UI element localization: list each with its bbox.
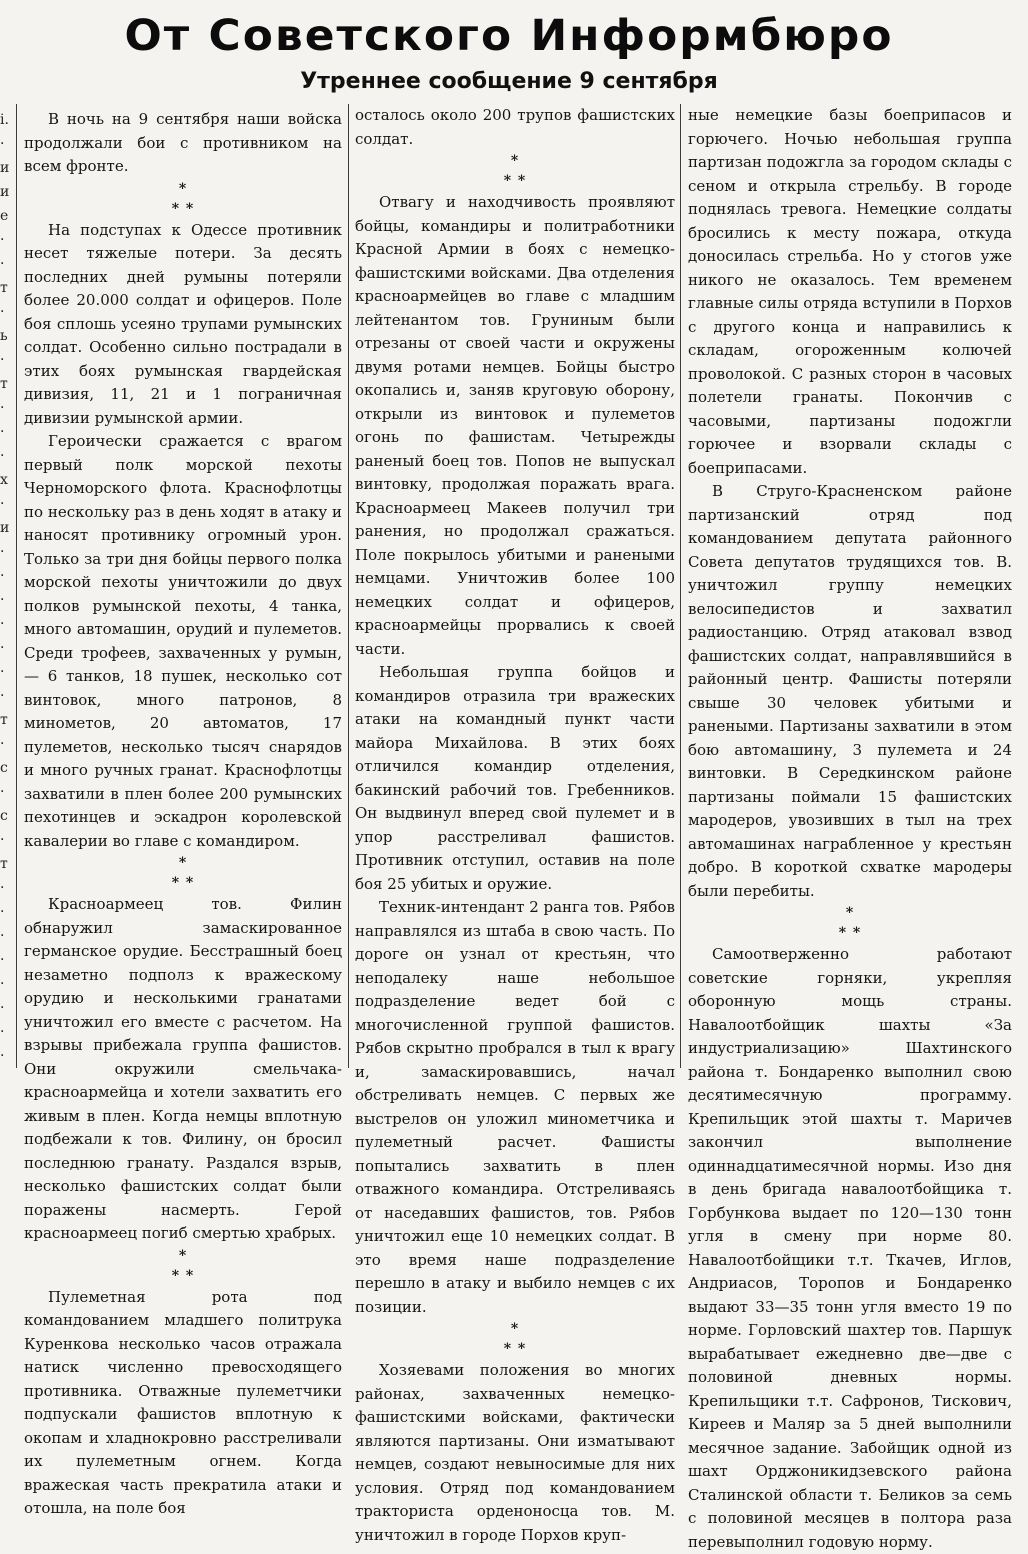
column-rule bbox=[16, 104, 17, 1068]
article-column-2 bbox=[355, 104, 675, 1544]
paragraph-continued: осталось около 200 трупов фашистских солдат. bbox=[355, 106, 675, 148]
article-column-1 bbox=[24, 108, 342, 1517]
paragraph: Героически сражается с врагом первый полк морской пехоты Черноморского флота. Краснофлотцы по нескольку раз в день ходят в атаку и наносят противнику огромный урон. Только за три дня бойцы первого полка морской пехоты уничтожили до двух полков румынской пехоты, 4 танка, много автомашин, орудий и пулеметов. Среди трофеев, захваченных у румын, — 6 танков, 18 пушек, несколько сот винтовок, много патронов, 8 минометов, 20 автоматов, 17 пулеметов, несколько тысяч снарядов и много ручных гранат. Краснофлотцы захватили в плен более 200 румынских пехотинцев и эскадрон королевской кавалерии во главе с командиром. bbox=[24, 432, 342, 850]
column-rule bbox=[348, 104, 349, 1068]
section-separator: * * * bbox=[503, 1321, 527, 1357]
section-separator: * * * bbox=[171, 180, 195, 217]
paragraph: Красноармеец тов. Филин обнаружил замаскированное германское орудие. Бесстрашный боец незаметно подполз к вражескому орудию и несколькими гранатами уничтожил его вместе с расчетом. На взрывы прибежала группа фашистов. Они окружили смельчака-красноармейца и хотели захватить его живым в плен. Когда немцы вплотную подбежали к тов. Филину, он бросил последнюю гранату. Раздался взрыв, несколько фашистских солдат были поражены насмерть. Герой красноармеец погиб смертью храбрых. bbox=[24, 895, 342, 1242]
section-separator: * * * bbox=[503, 153, 527, 189]
left-edge-fragments: i. · и и е · · т · ь · т · · · х · и · · · · · · · т · с · с · т · · · · · · · · bbox=[0, 112, 10, 1064]
paragraph: Самоотверженно работают советские горняки, укрепляя оборонную мощь страны. Навалоотбойщик шахты «За индустриализацию» Шахтинского района т. Бондаренко выполнил свою десятимесячную программу. Крепильщик этой шахты т. Маричев закончил выполнение одиннадцатимесячной нормы. Изо дня в день бригада навалоотбойщика т. Горбункова выдает по 120—130 тонн угля в смену при норме 80. Навалоотбойщики т.т. Ткачев, Иглов, Андриасов, Торопов и Бондаренко выдают 33—35 тонн угля вместо 19 по норме. Горловский шахтер тов. Паршук вырабатывает ежедневно две—две с половиной дневных нормы. Крепильщики т.т. Сафронов, Тискович, Киреев и Маляр за 5 дней выполнили месячное задание. Забойщик одной из шахт Орджоникидзевского района Сталинской области т. Беликов за семь с половиной месяцев в полтора раза перевыполнил годовую норму. bbox=[688, 945, 1012, 1551]
paragraph-continued: ные немецкие базы боеприпасов и горючего. Ночью небольшая группа партизан подожгла за городом склады с сеном и открыла стрельбу. В городе поднялась тревога. Немецкие солдаты бросились к месту пожара, откуда доносилась стрельба. Но у стогов уже никого не оказалось. Тем временем главные силы отряда вступили в Порхов с другого конца и направились к складам, огороженным колючей проволокой. С разных сторон в часовых полетели гранаты. Покончив с часовыми, партизаны подожгли горючее и взорвали склады с боеприпасами. bbox=[688, 106, 1012, 477]
paragraph: В Струго-Красненском районе партизанский отряд под командованием депутата районного Совета депутатов трудящихся тов. В. уничтожил группу немецких велосипедистов и захватил радиостанцию. Отряд атаковал взвод фашистских солдат, направлявшийся в районный центр. Фашисты потеряли свыше 30 человек убитыми и ранеными. Партизаны захватили в этом бою автомашину, 3 пулемета и 24 винтовки. В Середкинском районе партизаны поймали 15 фашистских мародеров, увозивших в тыл на трех автомашинах награбленное у крестьян добро. В короткой схватке мародеры были перебиты. bbox=[688, 482, 1012, 900]
section-separator: * * * bbox=[838, 905, 862, 941]
paragraph: В ночь на 9 сентября наши войска продолжали бои с противником на всем фронте. bbox=[24, 110, 342, 175]
article-column-3 bbox=[688, 104, 1012, 1551]
headline: От Советского Информбюро bbox=[124, 11, 894, 61]
column-rule bbox=[680, 104, 681, 1068]
paragraph: Небольшая группа бойцов и командиров отразила три вражеских атаки на командный пункт части майора Михайлова. В этих боях отличился командир отделения, бакинский рабочий тов. Гребенников. Он выдвинул вперед свой пулемет и в упор расстреливал фашистов. Противник отступил, оставив на поле боя 25 убитых и оружие. bbox=[355, 663, 675, 893]
paragraph: Техник-интендант 2 ранга тов. Рябов направлялся из штаба в свою часть. По дороге он узнал от крестьян, что неподалеку наше небольшое подразделение ведет бой с многочисленной группой фашистов. Рябов скрытно пробрался в тыл к врагу и, замаскировавшись, начал обстреливать немцев. С первых же выстрелов он уложил минометчика и пулеметный расчет. Фашисты попытались захватить в плен отважного командира. Отстреливаясь от наседавших фашистов, тов. Рябов уничтожил еще 10 немецких солдат. В это время наше подразделение перешло в атаку и выбило немцев с их позиции. bbox=[355, 898, 675, 1316]
paragraph: На подступах к Одессе противник несет тяжелые потери. За десять последних дней румыны потеряли более 20.000 солдат и офицеров. Поле боя сплошь усеяно трупами румынских солдат. Особенно сильно пострадали в этих боях румынская гвардейская дивизия, 11, 21 и 1 пограничная дивизии румынской армии. bbox=[24, 220, 342, 427]
paragraph: Отвагу и находчивость проявляют бойцы, командиры и политработники Красной Армии в боях с немецко-фашистскими войсками. Два отделения красноармейцев во главе с младшим лейтенантом тов. Груниным были отрезаны от своей части и окружены двумя ротами немцев. Бойцы быстро окопались и, заняв круговую оборону, открыли из винтовок и пулеметов огонь по фашистам. Четырежды раненый боец тов. Попов не выпускал винтовку, продолжая поражать врага. Красноармеец Макеев получил три ранения, но продолжал сражаться. Поле покрылось убитыми и ранеными немцами. Уничтожив более 100 немецких солдат и офицеров, красноармейцы прорвались к своей части. bbox=[355, 193, 675, 658]
section-separator: * * * bbox=[171, 855, 195, 891]
section-separator: * * * bbox=[171, 1247, 195, 1284]
subheadline: Утреннее сообщение 9 сентября bbox=[300, 69, 718, 94]
paragraph: Пулеметная рота под командованием младшего политрука Куренкова несколько часов отражала натиск численно превосходящего противника. Отважные пулеметчики подпускали фашистов вплотную к окопам и хладнокровно расстреливали их пулеметным огнем. Когда вражеская часть прекратила атаки и отошла, на поле боя bbox=[24, 1287, 342, 1517]
paragraph: Хозяевами положения во многих районах, захваченных немецко-фашистскими войсками, фактически являются партизаны. Они изматывают немцев, создают невыносимые для них условия. Отряд под командованием тракториста орденоносца тов. М. уничтожил в городе Порхов круп- bbox=[355, 1361, 675, 1544]
